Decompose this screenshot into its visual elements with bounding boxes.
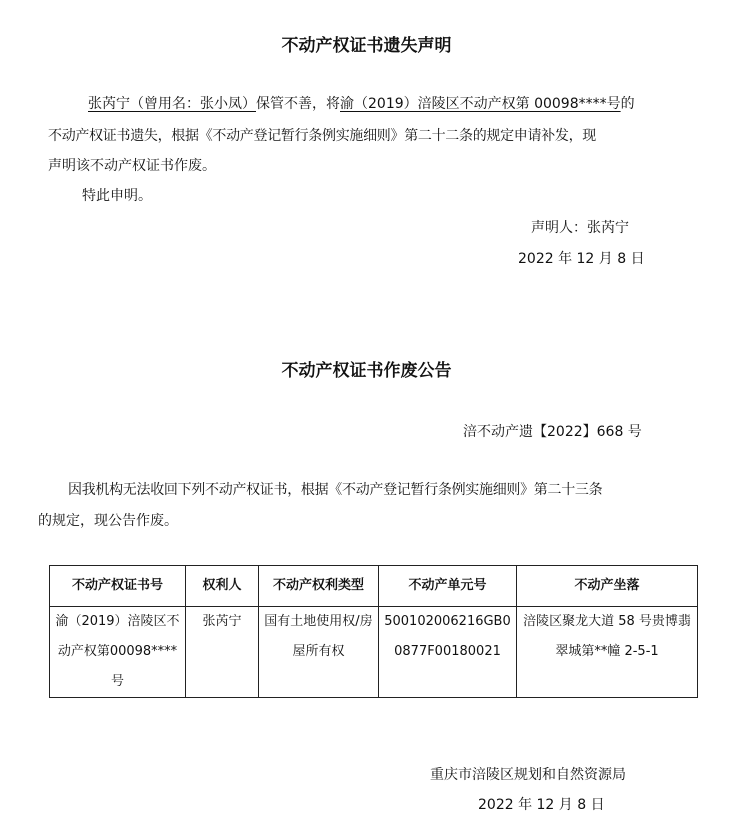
notice-doc-number: 涪不动产遗【2022】668 号 [463, 424, 642, 440]
column-header: 不动产权证书号 [50, 566, 186, 607]
certificate-number: 渝（2019）涪陵区不动产权第 00098****号 [340, 96, 621, 112]
column-header: 权利人 [186, 566, 259, 607]
column-header: 不动产权利类型 [259, 566, 379, 607]
notice-title: 不动产权证书作废公告 [281, 361, 452, 381]
statement-line-1 [88, 94, 635, 114]
owner-name: 张芮宁（曾用名：张小凤） [88, 96, 256, 112]
declarant: 声明人：张芮宁 [531, 220, 629, 236]
column-header: 不动产单元号 [379, 566, 517, 607]
statement-text: 保管不善，将 [256, 96, 340, 112]
notice-line-1: 因我机构无法收回下列不动产权证书，根据《不动产登记暂行条例实施细则》第二十三条 [68, 482, 603, 498]
statement-text: 的 [620, 96, 635, 112]
unit-number-cell: 500102006216GB00877F00180021 [379, 607, 517, 698]
notice-date: 2022 年 12 月 8 日 [478, 797, 605, 813]
issuer: 重庆市涪陵区规划和自然资源局 [430, 767, 626, 783]
notice-line-2: 的规定，现公告作废。 [38, 513, 178, 529]
table-header-row [50, 566, 698, 607]
owner-cell: 张芮宁 [186, 607, 259, 698]
void-certificate-table [49, 565, 698, 698]
statement-line-2: 不动产权证书遗失，根据《不动产登记暂行条例实施细则》第二十二条的规定申请补发，现 [48, 128, 596, 144]
table-row [50, 607, 698, 698]
statement-title: 不动产权证书遗失声明 [281, 36, 452, 56]
certificate-number-cell: 渝（2019）涪陵区不动产权第00098****号 [50, 607, 186, 698]
right-type-cell: 国有土地使用权/房屋所有权 [259, 607, 379, 698]
statement-line-3: 声明该不动产权证书作废。 [48, 158, 216, 174]
statement-date: 2022 年 12 月 8 日 [518, 251, 645, 267]
column-header: 不动产坐落 [517, 566, 698, 607]
statement-line-4: 特此申明。 [82, 188, 152, 204]
location-cell: 涪陵区聚龙大道 58 号贵博翡翠城第**幢 2-5-1 [517, 607, 698, 698]
